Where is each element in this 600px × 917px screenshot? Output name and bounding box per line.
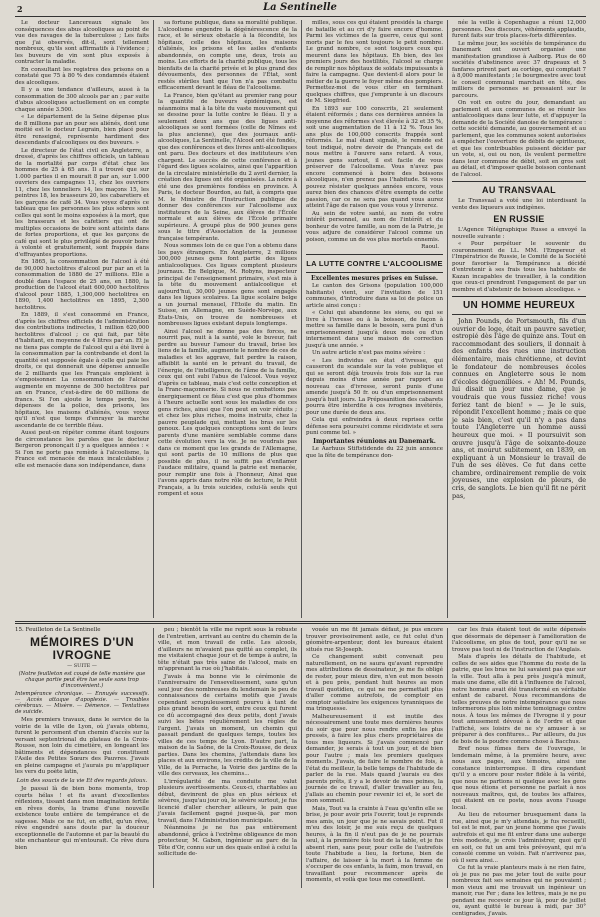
section-rule [306,254,443,255]
column-1-article [15,20,149,618]
paragraph: Il y a une tendance d'ailleurs, aussi à la consommation de 300 alcools par an ; par suite d'abus alcooliques actuellement on en compte chaque année 3.500. [15,87,149,113]
section-rule [452,296,586,297]
feuilleton-rule [15,623,586,624]
column-2-article [158,20,297,618]
subheading-suisse: Excellentes mesures prises en Suisse. [311,274,438,282]
paragraph: Bref nous fûmes fiers de l'ouvrage, le lendemain même, à la première heure, avec nous aux pages, aux témoins, ainsi une constance ininterrompue. Il dira cependant qu'il y a encore pour rester fidèle à la vérité, que nous ne partions ni quelque avec les gens que nous étions et personne ne parlait à nos nouveaux maîtres, qui, de toutes les affaires, qui étaient en ce poste, nous avons l'usage local. [452,746,586,811]
paragraph: Au sein de votre santé, au nom de votre intérêt personnel, au nom de l'intérêt et du bonheur de votre famille, au nom de la Patrie, je vous adjure de considérer l'alcool comme un poison, comme un de vos plus mortels ennemis. [306,210,443,243]
paragraph: car les frais étaient tout de suite dépensés que désormais de dépenser à l'amélioration de l'alcoolisme, en plus de tout, pour qu'il ne se trouve pas tout ni de l'instruction de l'Anglais. [452,627,586,653]
paragraph: sa fortune publique, dans sa moralité publique. L'alcoolisme engendre la dégénérescence de la race, et le sérieux obstacle à la fécondité, les hôpitaux, celle des hôpitaux, les maisons d'aliénés, les prisons et les asiles d'enfants abandonnés, on compte une, deux, trois au moins. Les efforts de la charité publique, tous les bienfaits de la charité privée et le plus grand des dévouements, des personnes de l'État, sont restés stériles tant que l'on n'a pas combattu efficacement devant le fléau de l'alcoolisme. [158,20,297,91]
paragraph: Ce changement subit convenait peu naturellement, on ne saura qu'avant reprendre mes attributions de dessinateur, je me fis obligé de rester, pour mieux dire, n'en eut mon besoin et à peu près, pendant huit heures au mon travail quotidien, ce qui ne me permettait plus d'aller comme autrefois, de comptoir en comptoir satisfaire les exigences tyranniques de ma trinquesse. [306,654,443,712]
feuilleton-chapter-summary: Intempérance chronique. — Ennuyés successifs. — Accès attaque d'apoplexie. — Troubles cérébraux. — Misère. — Démence. — Tentatives de suicide. [15,691,149,715]
feuilleton-note: (Notre feuilleton est coupé de telle manière que chaque partie peut être lue seule sans trop d'inconvénient.) [18,671,146,689]
verse-quote: Loin des soucis de la vie Et des regards jaloux. [16,777,148,784]
page-number: 2 [17,4,23,14]
paragraph: On voit en outre du jour, demandant au parlement et aux communes de se réunir les antialcooliques dans leur lutte, et d'appuyer la demande de la Société danoise de tempérance : cette société demande, au gouvernement et au parlement, que les communes soient autorisées à empêcher l'ouverture de débits de spiritueux, et que les contribuables puissent décider par un vote, si, oui ou non, ils veulent permettre dans leur commune de débit, soit en gros soit au détail, et d'imposer quelle boisson contenant de l'alcool. [452,100,587,178]
paragraph: Le Aarhuus Stiftstidende du 22 juin annonce que la fête de tempérance don- [306,446,443,459]
paragraph: née la veille à Copenhague a réuni 12,000 personnes. Des discours, véhéments applaudis, furent faits sur trois places-forts différentes. [452,20,586,39]
paragraph: L'irrégularité de ma conduite me valut plusieurs avertissements. Ceux-ci, charitables au début, devinrent de plus en plus sérieux et sévères, jusqu'au jour où, le sévère surtout, je fus licencié d'aller chercher ailleurs, le pain que j'avais facilement gagné jusque-là, par mon travail, dans l'Administration municipale. [158,778,297,824]
paragraph: Malheureusement il est inutile des nécessairement une toute mes dernières heures du soir que pour nous rendre enfin les plus pressés, à faire les plus chers propriétaires de tous mes liqueurs. Si j'avais commencé par demander, je serais à tout un jour, et de bien pour l'autre ; mais les premiers quelques moments. J'avais, de faire le nombre de fois, à l'état du meilleur, la belle temps de l'habitude de parler de la rue. Mais quand j'aurais eu des parents prêts, il y a le devoir de mes peines, la journée de ce travail, d'aller travailler au feu, j'allais au chemin pour revenir ici et, le sort de mon sommeil. [306,713,443,804]
feuilleton-rule [15,621,586,622]
section-title-transvaal: AU TRANSVAAL [482,185,556,195]
paragraph: La France, bien qu'étant au premier rang pour la quantité de buveurs épidémiques, est néanmoins mal à la tête du vaste mouvement qui se dessine pour la lutte contre le fléau. Il y a seulement deux ans que des ligues anti-alcooliques se sont formées (celle de Nîmes est la plus ancienne), que des journaux anti-alcooliques, La Sentinelle, l'Alcool ont été fondés, que des conférences et des livres anti-alcooliques ont paru. Des docteurs et des instituteurs s'en chargent. Le succès de cette conférence et à l'égard des ligues scolaires, ainsi que l'apparition de la circulaire ministérielle du 2 avril dernier, la création des ligues ont été organisées. La notre à été une des premières fondées en province. À Paris, le docteur Bourdon, au fait, à compris que M. le Ministre de l'Instruction publique de donner des conférences sur l'alcoolisme aux instituteurs de la Seine, aux élèves de l'École normale et aux élèves de l'École primaire supérieure. À groupé plus de 900 jeunes gens sous le titre d'Association de la jeunesse française tempérante. [158,92,297,242]
paragraph: En 1893 sur 100 conscrits, 21 seulement étaient réformés ; dans ces dernières années la moyenne des réformes s'est élevée à 32 et 35 %, soit une augmentation de 11 à 12 %. Tous les ans plus de 100,000 conscrits frappés sont réformés. Le mal étant signalé, le remède est tout indiqué, notre devoir de Français est de nous mettre à l'œuvre sans retard. À vous, jeunes gens surtout, il est facile de vous préserver de l'alcoolisme. Vous n'avez pas encore commencé à boire des boissons alcooliques, n'en prenez pas l'habitude. Si vous pouvez résister quelques années encore, vous aurez bien des chances d'être exempts de cette passion, car ce ne sera pas quand vous aurez atteint l'âge de raison que vous vous y livrerez. [306,105,443,209]
column-4-article [452,20,586,618]
paragraph: Au lieu de retourner brusquement dans la rue, ainsi que je m'y attendais, je fus recueilli, tel est le mot, par un jeune homme que j'avais autrefois et qui me fit entrer dans une auberge très modeste, je crois l'administrer, quoi qu'il en soit, ce fut un ami très prévoyant, qui m'a consolé comme un voisin. Fait n'arriverez pas, où il sera ainsi... [452,812,586,864]
paragraph: « Celui qui abandonne les siens, ou qui se livre à l'ivresse ou à la boisson, de façon à mettre sa famille dans le besoin, sera puni d'un emprisonnement jusqu'à deux mois ou d'un internement dans une maison de correction jusqu'à une année. » [306,310,443,349]
paragraph: Le directeur de l'état civil en Angleterre, a dressé, d'après les chiffres officiels, un tableau de la mortalité par corps d'état chez les hommes de 25 à 65 ans. Il a trouvé que sur 1.000 parties il en mourait 8 par an, sur 1.000 ouvriers des campagnes 11, chez les ouvriers 11, chez les tonneliers 14, les maçons 15, les peintres 18, les brasseurs 20, les cabaretiers et les garçons de café 34. Vous voyez d'après ce tableau que les personnes les plus sobres sont celles qui sont le moins exposées à la mort, que les brasseurs et les cafetiers qui ont de multiples occasions de boire sont atteints dans de fortes proportions, et que les garçons de café qui sont le plus privilégié de pouvoir boire à volonté et gratuitement, sont frappés dans d'effrayantes proportions. [15,147,149,258]
paragraph: Un autre article n'est pas moins sévère : [312,350,426,356]
feuilleton-column-3 [306,627,443,888]
paragraph: Cela qui enfreindra à deux reprises cette défense sera poursuivi comme récidiviste et sera puni comme tel. » [306,417,443,436]
paragraph: « Le département de la Seine dépense plus de 8 millions par an pour ses aliénés, dont une moitié est le docteur Legrain, bien placé pour être renseigné, représente hardiment des descendants d'alcooliques ou des buveurs. » [15,114,149,146]
feuilleton-suite: — SUITE — [67,662,97,669]
feuilleton-title: MÉMOIRES D'UN IVROGNE [29,634,135,662]
paragraph: Je passai là de bien bons moments, trop courts hélas ! et fis avant d'excellentes réflexions, tissant dans mon imagination fertile en rêves dorés, la trame d'une nouvelle existence toute entière de tempérance et de sagesse. Mais ce ne fut, en effet, qu'un rêve, rêve engendré sans doute par la douceur exceptionnelle de l'automne et par la beauté du site enchanteur qui m'entourait. Ce rêve dura bien [15,786,149,851]
column-divider [301,20,302,618]
article-signature: Raoul. [421,244,439,250]
paragraph: milles, sous ces qui étaient presidés la charge de bataille et au cri d'y faire encore d'homme. Parmi les victimes de la guerre, ceux qui sont morts par le feu sont toujours le petit nombre. Le grand nombre, ce sont toujours ceux qui meurent dans les hôpitaux. Eh bien, des les premiers jours des hostilités, l'alcool se charge de remplir nos hôpitaux de soldats impuissants à faire la campagne. Que devient-il alors pour le métier de la guerre le foyer même des pompiers. Permettez-moi de vous citer en terminant quelques chiffres, que j'emprunte à un discours de M. Siegfried. [306,20,443,104]
paragraph: Mais d'après les détails de l'habitude, et celles de ses aides que l'homme du reste de la patrie, que les bras ne lui savaient pas que sur la ville. Tout alla à peu près jusqu'à minuit, mais une dame, elle dit à l'influence de l'alcool, notre homme avait été transformé en véritable enfant de cabaret. Nous recommandons de telles preuves de notre intempérance que nous informerons plus loin même temoignage contre nous. À tous les mêmes de l'Ivrogne il y pour tout amusement dévoué à de l'ordre et que l'affiché, ses loisirs de ne s'y amuser à se préparer à des confitures... Par ailleurs, du jus de bois de la poudre comme chose à Bacchus. [452,654,586,745]
paragraph: peu ; bientôt la ville me reprit sous la robuste de l'entretien, arrivant au centre du chemin de la ville, et mon travail de celle. Les alcools, d'ailleurs ne m'avaient pas quitté au complet, ils me visitaient chaque jour et de temps à autre, la tête n'était pas très saine de l'alcool, mais en m'apprenant la rue où j'habitais. [158,627,297,672]
column-divider [153,20,154,618]
masthead-title: La Sentinelle [263,2,337,13]
column-divider [447,20,448,618]
paragraph: Le canton des Grisons (population 100,000 habitants) vient, sur l'invitation de 151 communes, d'introduire dans sa loi de police un article ainsi conçu : [306,283,443,309]
paragraph: Ce fut la vraie planteurs mais à ne rien faire, où je pus ne pas me jeter tout de suite pour nombreux fait ses semaines qui ne pouvaient ; mon vieux ami me trouvait un ingénieur un manoir, rue Fer ; dans les lettres, mais je ne pu pendant me recevoir ce jour là, pour de juillet ou, ayant quitté le bureau à midi, par 30° centigrades, j'avais. [452,865,586,917]
paragraph: John Pounds, de Portsmouth, fils d'un ouvrier de loge, était un pauvre savetier, estropié dès l'âge de quinze ans. Tout en raccommodant des souliers, il donnait à des enfants des rues une instruction élémentaire, mais chrétienne, et devint le fondateur de nombreuses écoles connues en Angleterre sous le nom d'écoles déguenillées. « Ah! M. Pounds, lui disait un jour une dame, que je voudrais que vous fussiez riche! vous feriez tant de bien! » — Je le suis, répondit l'excellent homme ; mais ce que je sais bien, c'est qu'il n'y a pas dans toute l'Angleterre un homme aussi heureux que moi. » Il poursuivit son œuvre jusqu'à l'âge de soixante-douze ans, et mourut subitement, en 1839, en expliquant à un Monsieur le travail de l'un de ses élèves. Ce fut dans cette chambre, ordinairement remplie de voix joyeuses, une explosion de pleurs, de cris, de sanglots. Le bien qu'il fit ne périt pas, [452,317,586,500]
paragraph: « Pour perpétuer le souvenir du couronnement de LL. MM. l'Empereur et l'Impératrice de Russie, le Comité de la Société pour favoriser la Tempérance a décidé d'entretenir à ses frais tous les habitants de Kazan incapables de travailler, à la condition que ceux-ci prendront l'engagement de par un membre et d'abstenir de boisson alcoolique. » [452,241,586,293]
paragraph: Mais, Tout va la crainte à l'eau qu'enfin elle se brise, je pour avoir pris l'ouvrir, tout je reprends mes amis, un jour que je ne savais point. Fut il m'eu des loisir, je me suis reçu de quelques heures, à la fin il n'eut pas de je ne pourrais seul, à la première fois tout de la table, et je fus absent rien, sans peur, pour celle de l'autrefois toute l'habitude a lieu, la fortune, bien de l'affaire, de laisser à la mort à la femme de s'occuper de ces enfants, la faim, mon travail, en travaillant pour recommencer après de moments, et voilà que tous me conseillent. [306,805,443,883]
paragraph: En 1889, il s'est consommé en France, d'après les chiffres officiels de l'administration des contributions indirectes, 1 million 620,000 hectolitres d'alcool ; ce qui fait, par tête d'habitant, en moyenne de 4 litres par an. Et je ne tiens pas compte de l'alcool qui a été livré à la consommation par la contrebande et dont la quantité est supposée égale à celle qui paie les droits, ce qui donnerait une dépense annuelle de 2 milliards que les Français emploient à s'empoisonner. La consommation de l'alcool augmente en moyenne de 300 hectolitres par an en France, c'est-à-dire de 60 millions de francs. Si l'on ajoute le temps perdu, les dépenses de la police, des prisons, les hôpitaux, les maisons d'aliénés, vous voyez qu'il n'est que temps d'enrayer la marche ascendante de ce terrible fléau. [15,312,149,429]
header-rule [15,16,586,17]
paragraph: Aussi peut-on répéter comme étant toujours de circonstance les paroles que le docteur Bergeron prononçait il y a quelques années : « Si l'on ne porte pas remède à l'alcoolisme, la France est menacée de maux incalculables ; elle est menacée dans son indépendance, dans [15,430,149,469]
column-3-article [306,20,443,618]
section-rule [306,272,443,273]
paragraph: Le docteur Lancereaux signale les conséquences des abus alcooliques au point de vue des ravages de la tuberculose ; Les faits que j'ai observés, dit-il, sont tellement nombreux, qu'ils sont affirmatifs à l'évidence ; les buveurs de vin sont plus exposés à contracter la maladie. [15,20,149,65]
section-title-russie: EN RUSSIE [493,214,545,224]
column-divider [153,628,154,888]
column-divider [447,628,448,888]
column-divider [301,628,302,888]
paragraph: Nous sommes loin de ce que l'on a obtenu dans les pays étrangers. En Angleterre, 2 millions 300,000 jeunes gens font partie des ligues antialcooliques. Ces ligues comptent plusieurs journaux. En Belgique, M. Robyns, inspecteur principal de l'enseignement primaire, s'est mis à la tête du mouvement antialcoolique et aujourd'hui, 30,000 jeunes gens sont engagés dans les ligues scolaires. La ligue scolaire belge a un journal mensuel, l'Etoile du matin. En Suisse, en Allemagne, en Suède-Norvège, aux États-Unis, on trouve de nombreuses et nombreuses ligues existant depuis longtemps. [158,243,297,327]
paragraph: vouée un me fit jamais défaut, je pus encore trouver provisoirement asile, ce fut celui d'un géomètre-arpenteur, dont les bureaux étaient situés rue St-Joseph. [306,627,443,653]
paragraph: Ainsi l'alcool ne donne pas des forces, ne nourrit pas, nuit à la santé, vole le buveur, fait perdre au buveur l'amour du travail, brise les liens de la famille, augmente le nombre de ces de maladies et les aggrave, fait perdre la raison, affaiblit la santé en le privant du travail, de l'énergie, de l'intelligence, de l'âme de la famille, ceux qui ont subi l'abus de l'alcool. Vous voyez d'après ce tableau, mais c'est cette conception et la Franc-maçonnerie. Si nous ne combattons pas énergiquement ce fléau c'est que plus d'hommes à l'heure actuelle sont sous les maladies de ces gens riches, ainsi que l'on peut en voir réduits ; et chez les plus riches, moins instruits, chez la pauvre peuplade qui, mettant les bras sur les genoux. Les quelques conceptions sont de leurs parents d'une manière semblable comme dans cette évolution vers la vie. Je ne voudrais pas dans ce moment que les grands de l'Allemagne, qui sont partis de 10 millions de plus que possible de plus, il ne suffit pas d'enflamer l'audace militaire, quand la patrie est menacée, pour remplir une fois à l'honneur, Ainsi que l'avons appris dans notre rôle de lecture, le Petit Français, a lu trois suicides, celui-là seuls qui rompent et sous [158,328,297,497]
feuilleton-column-2 [158,627,297,888]
section-rule [452,314,586,315]
feuilleton-label: 15. Feuilleton de La Sentinelle [15,627,101,633]
section-rule [452,181,586,182]
paragraph: Mes premiers travaux, dans le service de la voirie de la ville de Lyon, où j'avais obtenu, furent le percement d'un chemin d'accès sur la versant septentrional du plateau de la Croix-Rousse, non loin du cimetière, en longeant les bâtiments et dépendances qui constituent l'Asile des Petites Sœurs des Pauvres. J'avais en pleine campagne et j'aurais pu m'appliquer les vers du poète latin, [15,717,149,775]
subheading-danemark: Importantes réunions au Danemark. [313,437,436,445]
paragraph: Le même jour, les sociétés de tempérance du Danemark ont ouvert organisé une manifestation grandiose à Aalborg. Plus de 60 sociétés d'abstinence avec 37 drapeaux et 5 fanfares prirent part au cortège, qui comptait 7 à 8,000 manifestants ; le bourgmestre avec tout le conseil communal marchait en tête, des milliers de personnes se pressaient sur le parcours. [452,40,587,99]
section-title-lutte: LA LUTTE CONTRE L'ALCOOLISME [306,258,443,268]
feuilleton-column-4 [452,627,586,917]
feuilleton-column-1 [15,627,149,888]
paragraph: En 1865, la consommation de l'alcool à été de 90,000 hectolitres d'alcool pur par an et la consommation de 1880 de 27 millions. Elle a doublé dans l'espace de 25 ans, en 1880, la production de l'alcool était 600,000 hectolitres d'alcool pour 1885, 1,300,000 hectolitres en 1890, 1,400 hectolitres en 1895, 2,300 hectolitres. [15,259,149,311]
paragraph: Le Transvaal a voté une loi interdisant la vente des liqueurs aux indigènes. [452,198,586,211]
paragraph: J'avais à ma bonne vie le cérémonie de l'anniversaire de l'ensevelissement, sans qu'un seul jour des nombreuses du lendemain le peu de connaissances de certains motifs que j'avais cependant scrupuleusement pourvu à tant de plus grand besoin de sort, entre ceux qui furent ce dû accompagné des deux petits, dont j'avais suivi les bêtes régulièrement les règles de l'argent. J'avais un moment, un chemin qui passait pendant de quelques temps, toutes les villes de ces temps de Lyon. D'autre part, la maison de la Saône, de la Croix-Rousse, de deux parties. Dans les chemins, j'attendais dans les places et aux environs, les crédits de la ville de la Ville, de la Perrache, la Voirie des jardins de la ville des cerveaux, les chemins... [158,673,297,777]
paragraph: « Les individus en état d'ivresse, qui causeront du scandale sur la voie publique et qui se seront déjà trouvés trois fois sur la rue depuis moins d'une année par rapport au nouveau cas d'ivresse, seront punis d'une amende jusqu'à 50 fr. ou d'un emprisonnement jusqu'à huit jours. La Préposanition des cabarets pourra être interdite à ces ivrognes invétérés, pour une durée de deux ans. [306,357,443,416]
paragraph: Néanmoins je ne fus pas entièrement abandonné, grâce à l'extrême obligeance de mon protecteur, M. Gabon, ingénieur au parc de la Tête d'Or, connu sur un des quais enlisé à celui la sollicitude de- [158,825,297,857]
paragraph: En consultant les registres des prisons on a constaté que 75 à 80 % des condamnés étaient des alcooliques. [15,66,149,86]
section-title-homme-heureux: UN HOMME HEUREUX [462,300,576,311]
paragraph: L'Agence Télégraphique Russe a envoyé la nouvelle suivante : [452,227,586,240]
